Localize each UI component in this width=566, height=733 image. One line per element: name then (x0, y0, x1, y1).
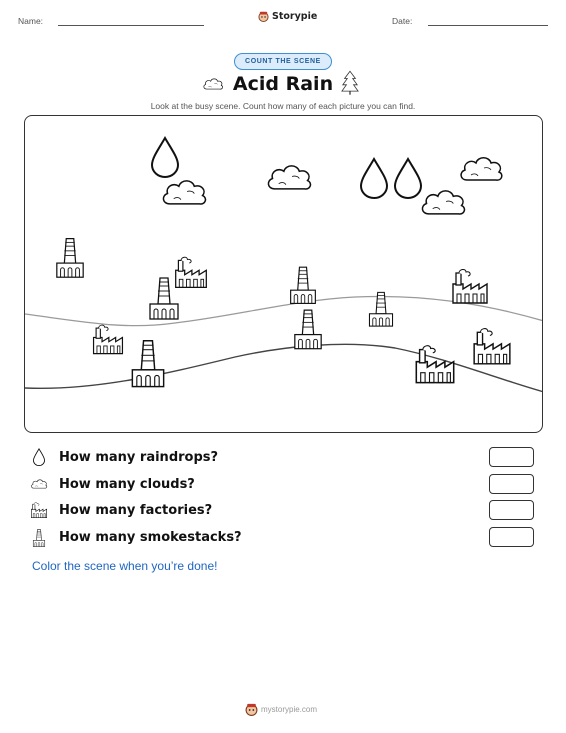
cloud-icon (30, 475, 48, 493)
question-text: How many clouds? (59, 476, 195, 492)
cloud-2 (268, 166, 310, 189)
date-label: Date: (392, 16, 413, 26)
factory-icon (30, 501, 48, 519)
smokestack-5 (295, 310, 321, 349)
brand-logo (258, 11, 317, 22)
coloring-instruction: Color the scene when you’re done! (32, 559, 218, 573)
question-clouds (30, 473, 536, 495)
question-text: How many raindrops? (59, 449, 219, 465)
raindrop-2 (361, 159, 387, 198)
factory-2 (94, 325, 123, 354)
factory-3 (453, 269, 487, 303)
cloud-3 (422, 191, 464, 214)
answer-box-smokestacks[interactable] (489, 527, 534, 547)
question-raindrops (30, 446, 536, 468)
smokestack-6 (132, 341, 163, 387)
smokestack-icon (30, 528, 48, 546)
footer (245, 703, 317, 716)
counting-scene (24, 115, 543, 433)
question-text: How many factories? (59, 502, 213, 518)
name-label: Name: (18, 16, 44, 26)
name-field[interactable] (58, 25, 204, 26)
smokestack-1 (57, 239, 83, 278)
answer-box-clouds[interactable] (489, 474, 534, 494)
count-the-scene-badge: COUNT THE SCENE (234, 53, 332, 70)
raindrop-1 (152, 138, 178, 177)
smokestack-3 (291, 267, 316, 303)
pine-tree-icon (341, 70, 359, 96)
raindrop-icon (30, 448, 48, 466)
question-smokestacks (30, 526, 536, 548)
answer-box-factories[interactable] (489, 500, 534, 520)
answer-box-raindrops[interactable] (489, 447, 534, 467)
page-title: Acid Rain (232, 73, 334, 95)
smokestack-4 (369, 292, 392, 326)
storypie-mascot-icon (258, 11, 269, 22)
brand-name: Storypie (272, 11, 318, 22)
date-field[interactable] (428, 25, 548, 26)
storypie-mascot-icon (245, 703, 258, 716)
factory-5 (416, 346, 453, 383)
cloud-1 (163, 181, 205, 204)
raindrop-3 (395, 159, 421, 198)
footer-url[interactable]: mystorypie.com (261, 705, 318, 714)
smokestack-2 (150, 278, 178, 319)
question-text: How many smokestacks? (59, 529, 242, 545)
question-factories (30, 499, 536, 521)
factory-1 (176, 257, 207, 287)
page-subtitle: Look at the busy scene. Count how many of each picture you can find. (150, 101, 416, 111)
factory-4 (474, 329, 510, 364)
cloud-4 (461, 158, 502, 180)
